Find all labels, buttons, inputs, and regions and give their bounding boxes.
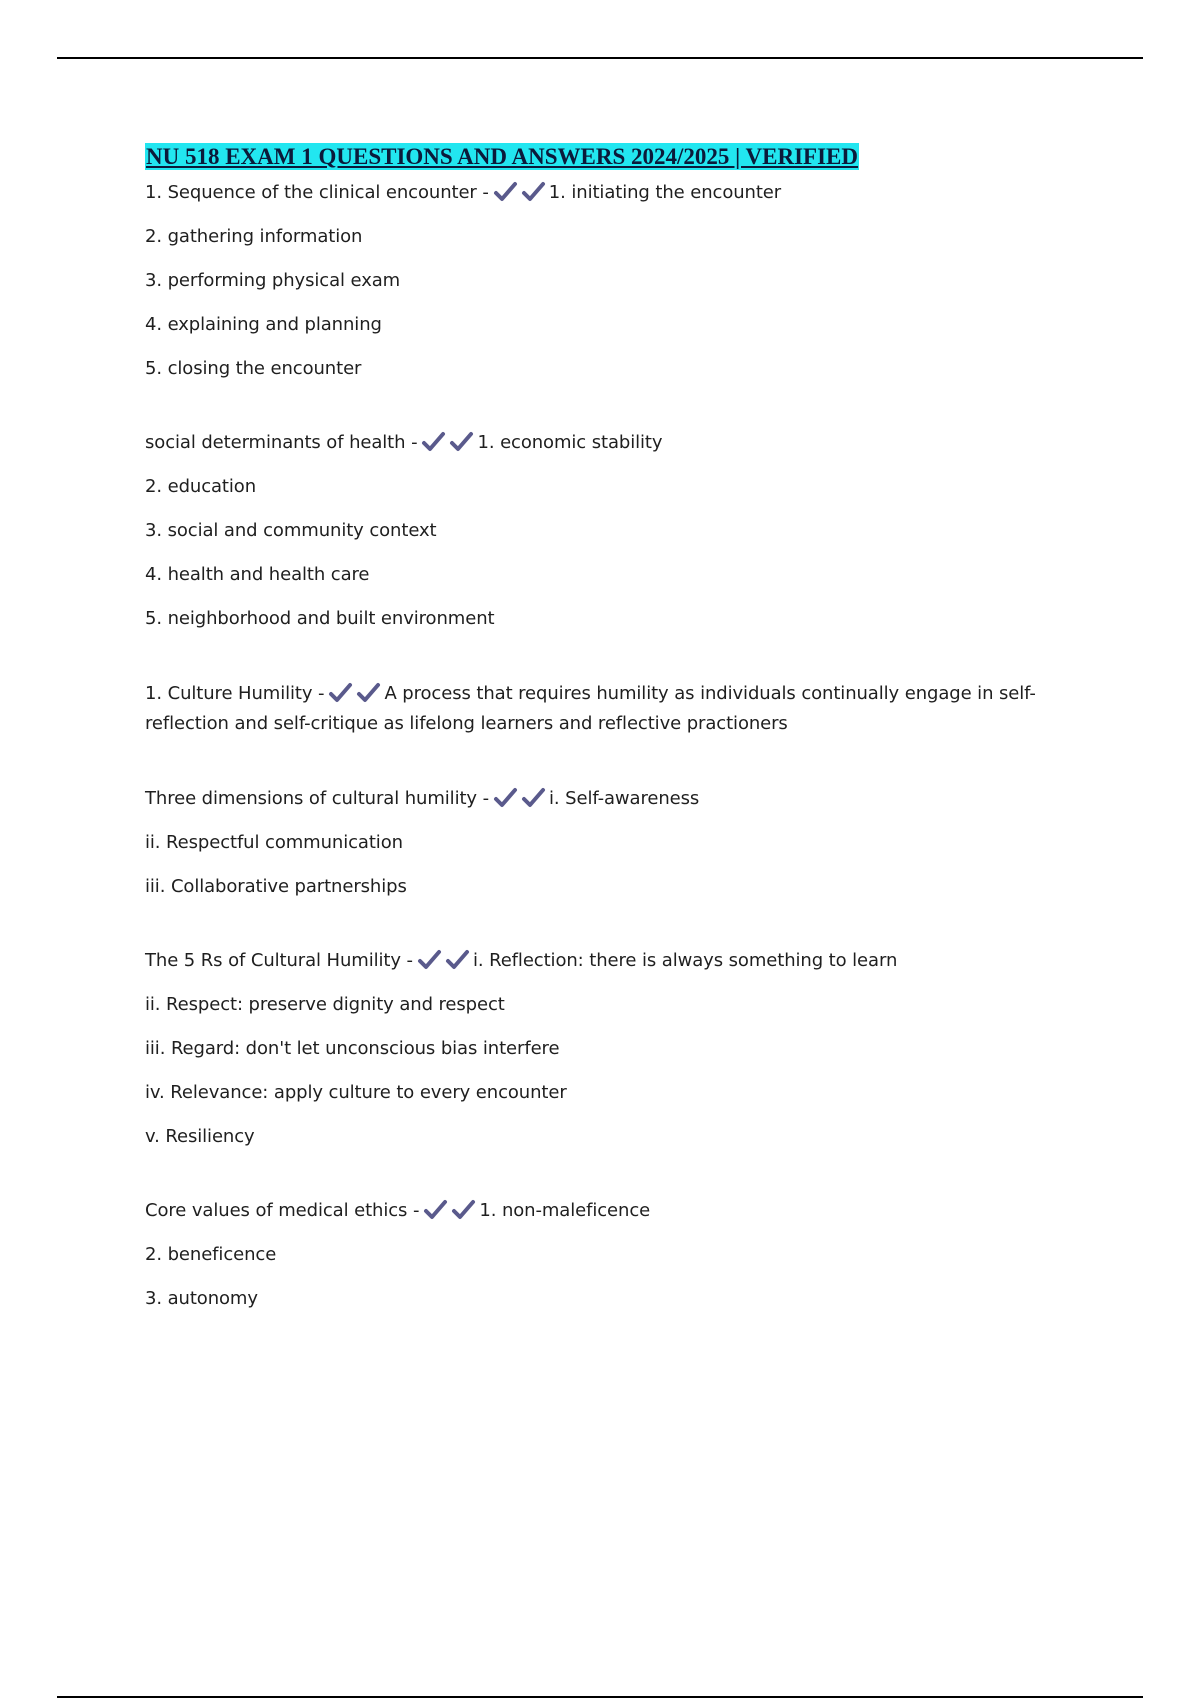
qa-question-line [145, 429, 1105, 457]
qa-question-paragraph [145, 679, 1105, 739]
double-check-icon [493, 787, 547, 809]
answer-item: v. Resiliency [145, 1126, 255, 1147]
top-rule [57, 57, 1143, 59]
qa-section-three-dimensions [145, 785, 1105, 901]
double-check-icon [328, 682, 382, 704]
answer-item: 3. social and community context [145, 520, 437, 541]
answer-item: 2. education [145, 476, 257, 497]
answer-first: 1. initiating the encounter [548, 182, 782, 203]
qa-section-culture-humility [145, 679, 1105, 739]
answer-first: A process that requires humility as individuals continually engage in self- [384, 683, 1036, 704]
answer-item: 5. neighborhood and built environment [145, 608, 495, 629]
answer-continuation: reflection and self-critique as lifelong learners and reflective practioners [145, 713, 788, 734]
document-body [145, 143, 1105, 1313]
question-term: 1. Culture Humility - [145, 683, 325, 704]
answer-item: 2. beneficence [145, 1244, 277, 1265]
qa-section-social-determinants [145, 429, 1105, 633]
document-title: NU 518 EXAM 1 QUESTIONS AND ANSWERS 2024/2025 | VERIFIED [146, 144, 859, 169]
qa-question-line [145, 179, 1105, 207]
qa-section-medical-ethics [145, 1197, 1105, 1313]
qa-section-clinical-encounter [145, 179, 1105, 383]
double-check-icon [493, 181, 547, 203]
answer-first: i. Self-awareness [549, 788, 700, 809]
answer-item: ii. Respectful communication [145, 832, 403, 853]
qa-section-five-rs [145, 947, 1105, 1151]
qa-question-line [145, 785, 1105, 813]
question-term: social determinants of health - [145, 432, 418, 453]
answer-first: 1. economic stability [477, 432, 663, 453]
question-term: The 5 Rs of Cultural Humility - [145, 950, 413, 971]
double-check-icon [417, 949, 471, 971]
qa-question-line [145, 947, 1105, 975]
bottom-rule [57, 1696, 1143, 1698]
answer-item: 4. health and health care [145, 564, 370, 585]
question-term: Core values of medical ethics - [145, 1200, 420, 1221]
double-check-icon [421, 431, 475, 453]
question-term: Three dimensions of cultural humility - [145, 788, 489, 809]
answer-item: 2. gathering information [145, 226, 363, 247]
double-check-icon [423, 1199, 477, 1221]
answer-first: i. Reflection: there is always something to learn [472, 950, 898, 971]
answer-first: 1. non-maleficence [479, 1200, 651, 1221]
answer-item: iii. Regard: don't let unconscious bias interfere [145, 1038, 560, 1059]
answer-item: iv. Relevance: apply culture to every encounter [145, 1082, 567, 1103]
answer-item: 3. autonomy [145, 1288, 258, 1309]
answer-item: ii. Respect: preserve dignity and respect [145, 994, 505, 1015]
answer-item: 3. performing physical exam [145, 270, 401, 291]
answer-item: 5. closing the encounter [145, 358, 362, 379]
answer-item: 4. explaining and planning [145, 314, 382, 335]
question-term: 1. Sequence of the clinical encounter - [145, 182, 489, 203]
answer-item: iii. Collaborative partnerships [145, 876, 407, 897]
qa-question-line [145, 1197, 1105, 1225]
